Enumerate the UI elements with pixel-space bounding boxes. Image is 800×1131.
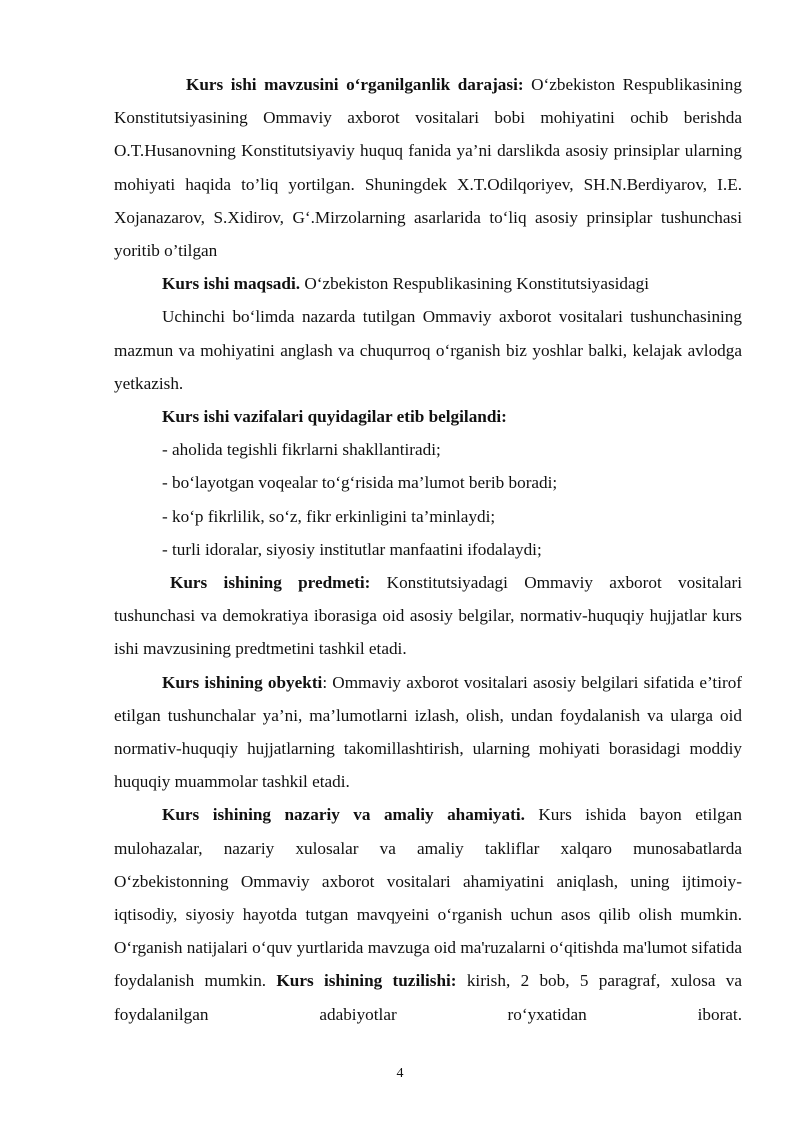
heading-tasks: Kurs ishi vazifalari quyidagilar etib belgilandi: (162, 407, 507, 427)
paragraph-significance (114, 798, 742, 1030)
list-item (114, 433, 742, 466)
paragraph-goal-continued (114, 300, 742, 400)
paragraph-subject (114, 566, 742, 666)
text-structure: kirish, 2 bob, 5 paragraf, xulosa va foydalanilgan adabiyotlar ro‘yxatidan iborat. (114, 971, 742, 1024)
heading-goal: Kurs ishi maqsadi. (162, 274, 301, 294)
page-number: 4 (396, 1066, 404, 1081)
list-item (114, 533, 742, 566)
text-study-level: O‘zbekiston Respublikasining Konstitutsiyasining Ommaviy axborot vositalari bobi mohiyatini ochib berishda O.T.Husanovning Konstitutsiyaviy huquq fanida ya’ni darslikda asosiy prinsiplar ularning mohiyati haqida to’liq yortilgan. Shuningdek X.T.Odilqoriyev, SH.N.Berdiyarov, I.E. Xojanazarov, S.Xidirov, G‘.Mirzolarning asarlarida to‘liq asosiy prinsiplar tushunchasi yoritib o’tilgan (114, 75, 742, 261)
heading-structure: Kurs ishining tuzilishi: (276, 971, 457, 991)
task-item-4: - turli idoralar, siyosiy institutlar manfaatini ifodalaydi; (162, 539, 542, 559)
heading-subject: Kurs ishining predmeti: (170, 573, 371, 593)
paragraph-study-level (114, 68, 742, 267)
paragraph-object (114, 666, 742, 799)
text-goal: O‘zbekiston Respublikasining Konstitutsiyasidagi (300, 274, 650, 294)
task-item-3: - ko‘p fikrlilik, so‘z, fikr erkinligini ta’minlaydi; (162, 506, 496, 526)
paragraph-goal (114, 267, 742, 300)
heading-study-level: Kurs ishi mavzusini o‘rganilganlik darajasi: (186, 75, 524, 94)
text-subject: Konstitutsiyadagi Ommaviy axborot vositalari tushunchasi va demokratiya iborasiga oid asosiy belgilar, normativ-huquqiy hujjatlar kurs ishi mavzusining predtmetini tashkil etadi. (114, 573, 742, 659)
body-text (114, 68, 742, 1031)
task-item-2: - bo‘layotgan voqealar to‘g‘risida ma’lumot berib boradi; (162, 473, 558, 493)
list-item (114, 500, 742, 533)
heading-object: Kurs ishining obyekti (162, 672, 323, 692)
heading-significance: Kurs ishining nazariy va amaliy ahamiyati. (162, 805, 525, 825)
task-item-1: - aholida tegishli fikrlarni shakllantiradi; (162, 440, 441, 460)
paragraph-tasks (114, 400, 742, 433)
text-significance: Kurs ishida bayon etilgan mulohazalar, nazariy xulosalar va amaliy takliflar xalqaro munosabatlarda O‘zbekistonning Ommaviy axborot vositalari ahamiyatini aniqlash, uning ijtimoiy-iqtisodiy, siyosiy hayotda tutgan mavqyeini o‘rganish uchun asos qilib olish mumkin. O‘rganish natijalari o‘quv yurtlarida mavzuga oid ma'ruzalarni o‘qitishda ma'lumot sifatida foydalanish mumkin. (114, 805, 742, 991)
list-item (114, 466, 742, 499)
text-object: : Ommaviy axborot vositalari asosiy belgilari sifatida e’tirof etilgan tushunchalar ya’ni, ma’lumotlarni izlash, olish, undan foydalanish va ularga oid normativ-huquqiy hujjatlarning takomillashtirish, ularning mohiyati borasidagi moddiy huquqiy muammolar tashkil etadi. (114, 672, 743, 792)
text-goal-continued: Uchinchi bo‘limda nazarda tutilgan Ommaviy axborot vositalari tushunchasining mazmun va mohiyatini anglash va chuqurroq o‘rganish biz yoshlar balki, kelajak avlodga yetkazish. (114, 307, 742, 393)
